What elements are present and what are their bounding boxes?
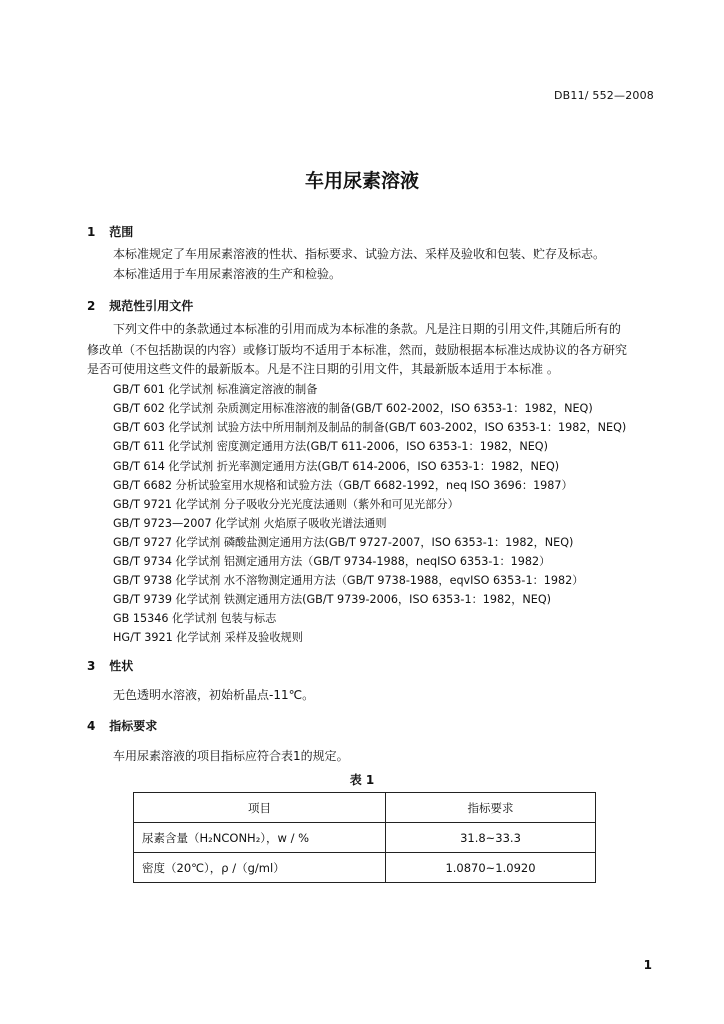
- section-4-heading: [87, 717, 157, 734]
- references-intro-line-3: 是否可使用这些文件的最新版本。凡是不注日期的引用文件，其最新版本适用于本标准 。: [87, 362, 559, 376]
- table-header-row: [134, 793, 596, 823]
- section-number: 1: [87, 225, 96, 239]
- reference-item: GB/T 611 化学试剂 密度测定通用方法(GB/T 611-2006，ISO 6353-1：1982，NEQ): [113, 440, 548, 453]
- section-title: 范围: [109, 225, 134, 239]
- standard-number: DB11/ 552—2008: [553, 89, 654, 102]
- section-2-heading: [87, 297, 193, 314]
- references-intro-line-2: 修改单（不包括勘误的内容）或修订版均不适用于本标准，然而，鼓励根据本标准达成协议的各方研究: [87, 343, 628, 357]
- section-number: 4: [87, 719, 96, 733]
- section-title: 规范性引用文件: [109, 299, 194, 313]
- reference-item: GB/T 9734 化学试剂 铝测定通用方法（GB/T 9734-1988，neqISO 6353-1：1982）: [113, 555, 551, 568]
- table-cell-value: 1.0870~1.0920: [386, 853, 596, 883]
- reference-item: GB/T 9721 化学试剂 分子吸收分光光度法通则（紫外和可见光部分）: [113, 498, 459, 511]
- reference-item: GB/T 9723—2007 化学试剂 火焰原子吸收光谱法通则: [113, 517, 387, 530]
- section-title: 性状: [109, 659, 134, 673]
- table-cell-item: 密度（20℃），ρ /（g/ml）: [134, 853, 386, 883]
- table-row: [134, 823, 596, 853]
- references-intro-line-1: 下列文件中的条款通过本标准的引用而成为本标准的条款。凡是注日期的引用文件,其随后所有的: [113, 322, 621, 336]
- table-row: [134, 853, 596, 883]
- reference-item: GB/T 9739 化学试剂 铁测定通用方法(GB/T 9739-2006，ISO 6353-1：1982，NEQ): [113, 593, 552, 606]
- reference-item: GB/T 603 化学试剂 试验方法中所用制剂及制品的制备(GB/T 603-2002，ISO 6353-1：1982，NEQ): [113, 421, 627, 434]
- page-number: 1: [643, 958, 652, 972]
- table-cell-item: 尿素含量（H₂NCONH₂），w / %: [134, 823, 386, 853]
- scope-paragraph-1: 本标准规定了车用尿素溶液的性状、指标要求、试验方法、采样及验收和包装、贮存及标志。: [113, 247, 606, 261]
- reference-item: GB/T 602 化学试剂 杂质测定用标准溶液的制备(GB/T 602-2002，ISO 6353-1：1982，NEQ): [113, 402, 593, 415]
- table-header-cell: 项目: [134, 793, 386, 823]
- section-number: 2: [87, 299, 96, 313]
- reference-item: GB/T 6682 分析试验室用水规格和试验方法（GB/T 6682-1992，neq ISO 3696：1987）: [113, 479, 573, 492]
- table-header-cell: 指标要求: [386, 793, 596, 823]
- reference-item: HG/T 3921 化学试剂 采样及验收规则: [113, 631, 303, 644]
- properties-paragraph: 无色透明水溶液，初始析晶点-11℃。: [113, 688, 315, 702]
- requirements-paragraph: 车用尿素溶液的项目指标应符合表1的规定。: [113, 749, 349, 763]
- scope-paragraph-2: 本标准适用于车用尿素溶液的生产和检验。: [113, 267, 342, 281]
- table-cell-value: 31.8~33.3: [386, 823, 596, 853]
- document-title: 车用尿素溶液: [304, 170, 419, 192]
- reference-item: GB/T 9738 化学试剂 水不溶物测定通用方法（GB/T 9738-1988，eqvISO 6353-1：1982）: [113, 574, 584, 587]
- table-caption: 表 1: [349, 773, 375, 787]
- reference-item: GB/T 614 化学试剂 折光率测定通用方法(GB/T 614-2006，ISO 6353-1：1982，NEQ): [113, 460, 560, 473]
- reference-item: GB/T 601 化学试剂 标准滴定溶液的制备: [113, 383, 318, 396]
- section-title: 指标要求: [109, 719, 158, 733]
- specification-table: [133, 792, 596, 883]
- section-3-heading: [87, 657, 133, 674]
- reference-item: GB/T 9727 化学试剂 磷酸盐测定通用方法(GB/T 9727-2007，ISO 6353-1：1982，NEQ): [113, 536, 574, 549]
- reference-item: GB 15346 化学试剂 包装与标志: [113, 612, 277, 625]
- section-1-heading: [87, 223, 133, 240]
- section-number: 3: [87, 659, 96, 673]
